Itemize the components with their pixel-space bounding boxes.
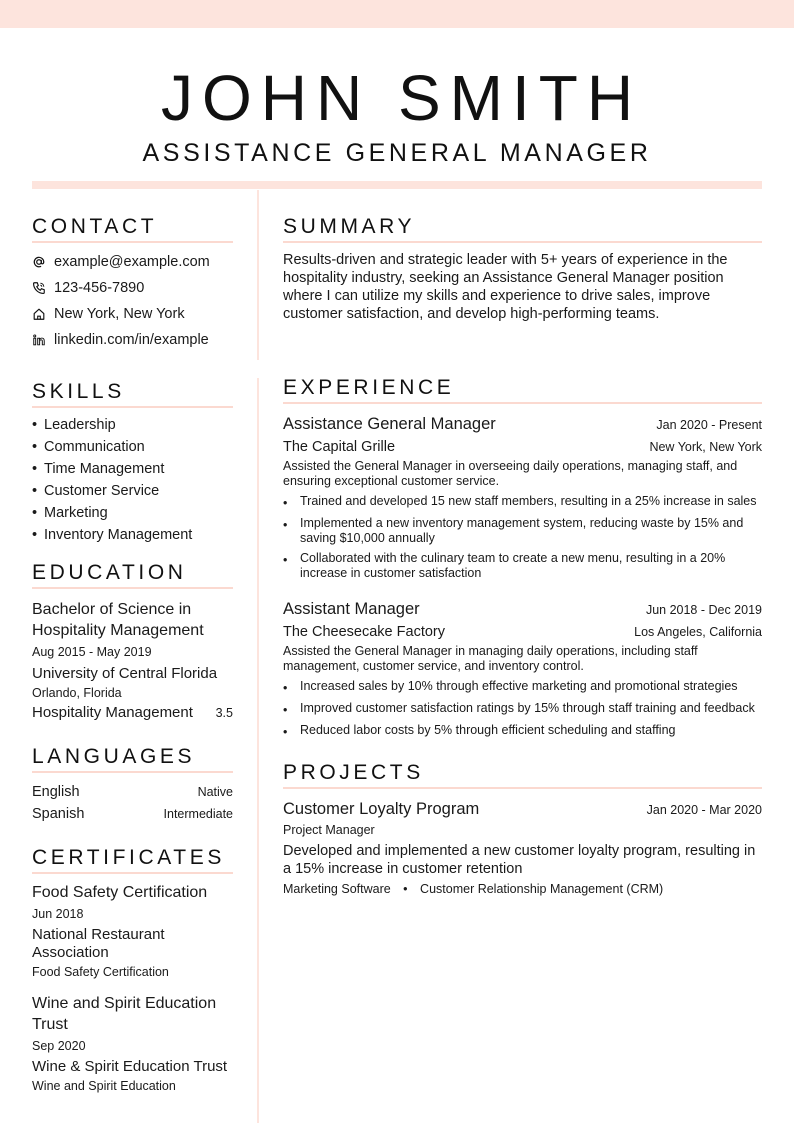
languages-heading: LANGUAGES — [32, 744, 233, 773]
projects-heading: PROJECTS — [283, 760, 762, 789]
contact-email-text: example@example.com — [54, 254, 210, 270]
certificate-issuer: National Restaurant Association — [32, 926, 165, 961]
education-heading: EDUCATION — [32, 560, 233, 589]
language-level: Native — [197, 785, 233, 799]
skill-item: • Inventory Management — [32, 527, 193, 543]
contact-linkedin[interactable] — [32, 327, 233, 353]
job-bullet: • Reduced labor costs by 5% through efficient scheduling and staffing — [283, 723, 676, 739]
certificate-issuer: Wine & Spirit Education Trust — [32, 1058, 228, 1075]
column-divider-top — [257, 190, 259, 360]
language-name: Spanish — [32, 806, 85, 822]
job-title: Assistant Manager — [283, 600, 420, 618]
education-entry — [32, 599, 233, 722]
project-header-row — [283, 799, 762, 819]
candidate-role: ASSISTANCE GENERAL MANAGER — [142, 139, 652, 167]
skills-heading: SKILLS — [32, 379, 233, 408]
language-level: Intermediate — [163, 807, 233, 821]
job-bullet: • Increased sales by 10% through effective marketing and promotional strategies — [283, 679, 738, 695]
language-name: English — [32, 784, 80, 800]
project-role: Project Manager — [283, 823, 375, 837]
job-description: Assisted the General Manager in overseeing daily operations, managing staff, and ensuring exceptional customer service. — [283, 459, 738, 488]
job-dates: Jun 2018 - Dec 2019 — [645, 603, 762, 617]
languages-list — [32, 781, 233, 825]
job-bullet: • Trained and developed 15 new staff members, resulting in a 25% increase in sales — [283, 494, 757, 510]
certificate-detail: Wine and Spirit Education — [32, 1079, 176, 1093]
certificate-entry — [32, 993, 233, 1095]
summary-heading: SUMMARY — [283, 214, 762, 243]
job-entry — [283, 414, 762, 581]
education-gpa: 3.5 — [215, 706, 233, 720]
contact-linkedin-text: linkedin.com/in/example — [54, 332, 209, 348]
job-title: Assistance General Manager — [283, 415, 496, 433]
project-entry — [283, 799, 762, 898]
skills-list — [32, 414, 233, 546]
certificate-date: Sep 2020 — [32, 1039, 86, 1053]
job-location: New York, New York — [649, 440, 762, 454]
job-company: The Cheesecake Factory — [283, 624, 445, 640]
left-column — [32, 214, 233, 1095]
resume-header — [0, 62, 794, 168]
certificate-date: Jun 2018 — [32, 907, 84, 921]
skill-item: • Marketing — [32, 505, 108, 521]
language-row — [32, 803, 233, 825]
project-dates: Jan 2020 - Mar 2020 — [646, 803, 762, 817]
education-degree: Bachelor of Science in Hospitality Management — [32, 601, 204, 639]
job-header-row — [283, 599, 762, 619]
certificates-heading: CERTIFICATES — [32, 845, 233, 874]
top-accent-band — [0, 0, 794, 28]
linkedin-icon — [32, 333, 46, 347]
skill-item: • Time Management — [32, 461, 165, 477]
job-dates: Jan 2020 - Present — [656, 418, 762, 432]
education-major: Hospitality Management — [32, 704, 193, 721]
job-description: Assisted the General Manager in managing daily operations, including staff management, customer service, and inventory control. — [283, 644, 698, 673]
contact-location — [32, 301, 233, 327]
job-header-row — [283, 414, 762, 434]
contact-location-text: New York, New York — [54, 306, 185, 322]
phone-icon — [32, 281, 46, 295]
certificate-detail: Food Safety Certification — [32, 965, 169, 979]
contact-email[interactable] — [32, 249, 233, 275]
job-entry — [283, 599, 762, 740]
education-school: University of Central Florida — [32, 665, 218, 682]
skill-item: • Leadership — [32, 417, 116, 433]
job-location: Los Angeles, California — [634, 625, 762, 639]
at-sign-icon — [32, 255, 46, 269]
contact-phone-text: 123-456-7890 — [54, 280, 145, 296]
project-description: Developed and implemented a new customer loyalty program, resulting in a 15% increase in customer retention — [283, 843, 756, 877]
job-bullet: • Improved customer satisfaction ratings by 15% through staff training and feedback — [283, 701, 755, 717]
contact-heading: CONTACT — [32, 214, 233, 243]
summary-text: Results-driven and strategic leader with 5+ years of experience in the hospitality industry, seeking an Assistance General Manager position where I can utilize my skills and experience to drive sales, improve customer satisfaction, and develop high-performing teams. — [283, 252, 728, 322]
right-column — [283, 214, 762, 898]
job-bullet: • Collaborated with the culinary team to create a new menu, resulting in a 20% increase in customer satisfaction — [283, 551, 726, 580]
header-divider — [32, 181, 762, 189]
contact-list — [32, 249, 233, 353]
language-row — [32, 781, 233, 803]
project-name: Customer Loyalty Program — [283, 800, 480, 818]
separator-dot-icon: • — [403, 882, 408, 896]
contact-phone[interactable] — [32, 275, 233, 301]
education-location: Orlando, Florida — [32, 686, 122, 700]
project-tools — [283, 880, 762, 898]
certificate-entry — [32, 882, 233, 981]
education-dates: Aug 2015 - May 2019 — [32, 645, 152, 659]
education-major-row — [32, 704, 233, 722]
job-company-row — [283, 437, 762, 457]
skill-item: • Customer Service — [32, 483, 160, 499]
experience-heading: EXPERIENCE — [283, 375, 762, 404]
certificate-name: Wine and Spirit Education Trust — [32, 995, 217, 1033]
project-tool: Customer Relationship Management (CRM) — [420, 882, 664, 896]
job-company-row — [283, 622, 762, 642]
home-icon — [32, 307, 46, 321]
column-divider-bottom — [257, 378, 259, 1123]
candidate-name: JOHN SMITH — [160, 62, 643, 134]
job-bullet: • Implemented a new inventory management system, reducing waste by 15% and saving $10,000 annually — [283, 516, 744, 545]
project-tool: Marketing Software — [283, 882, 391, 896]
skill-item: • Communication — [32, 439, 145, 455]
certificate-name: Food Safety Certification — [32, 884, 208, 901]
job-company: The Capital Grille — [283, 439, 396, 455]
